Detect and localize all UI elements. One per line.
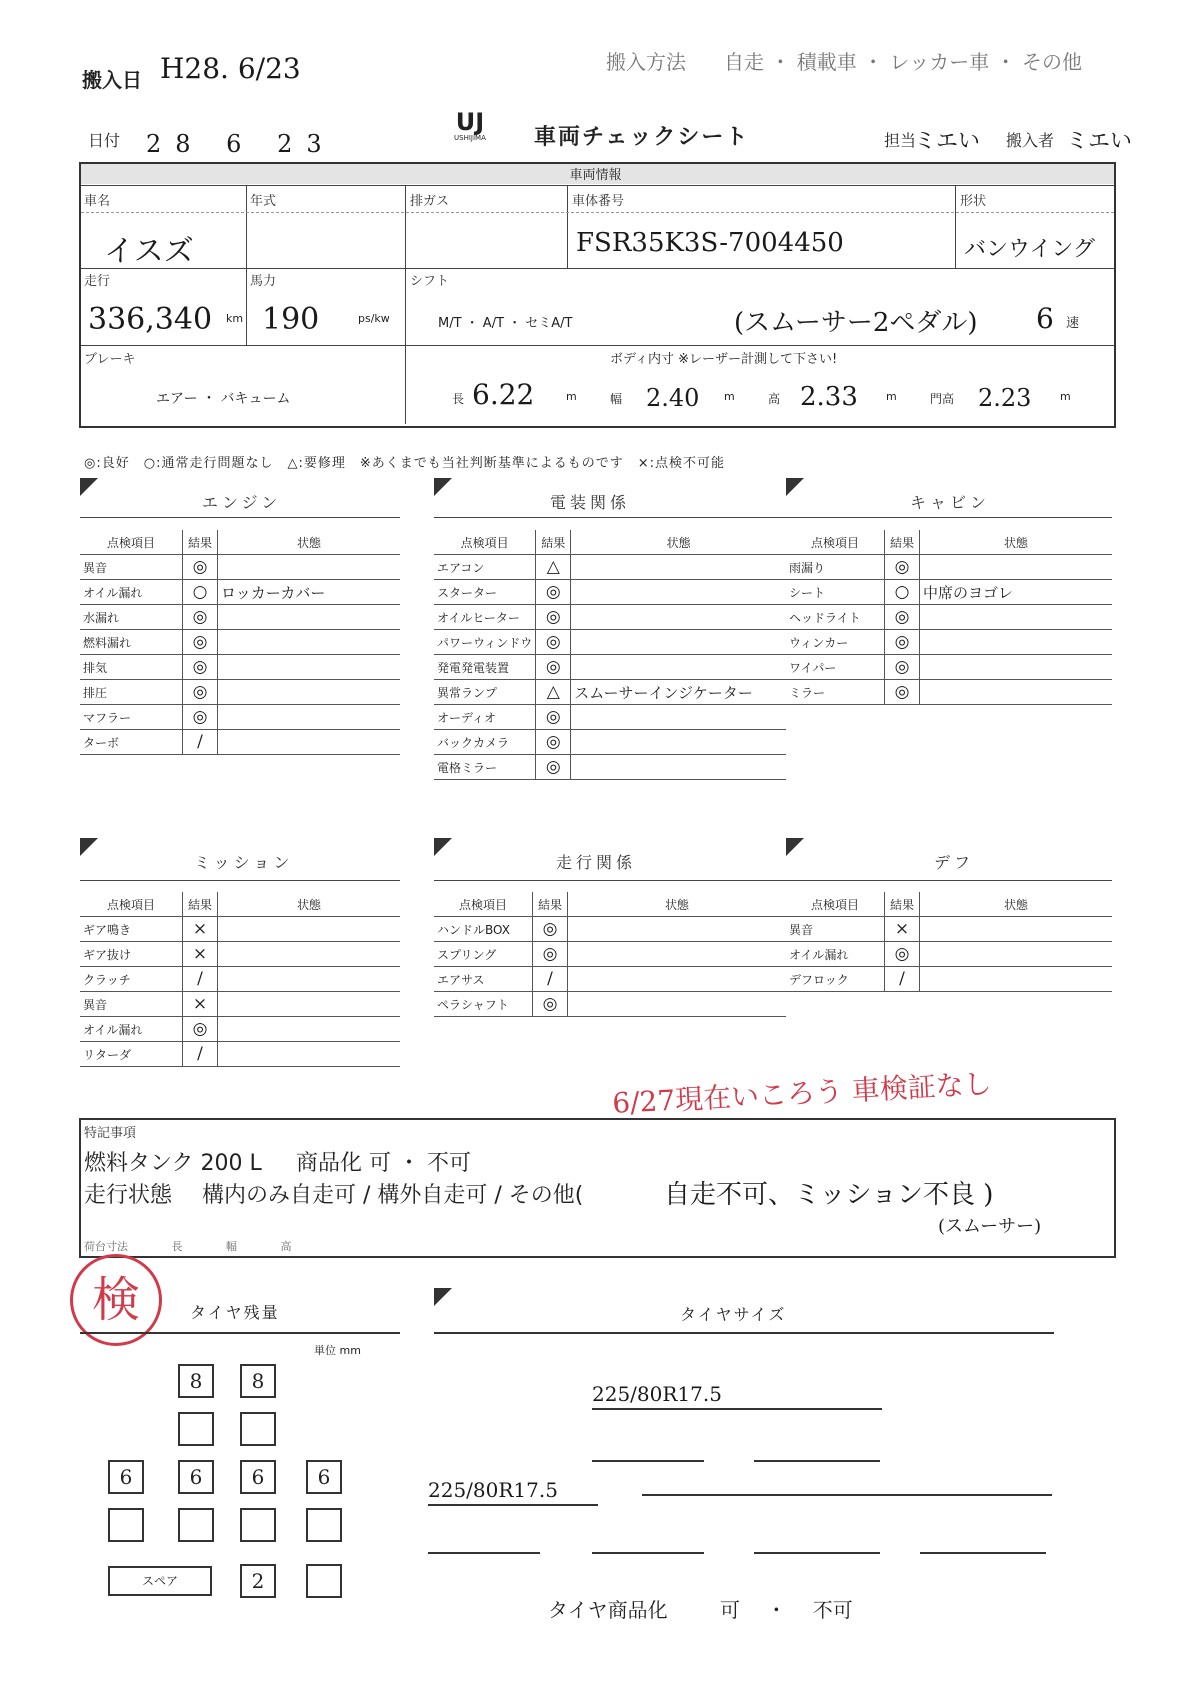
tyre-rear-inner-left: 6 <box>178 1460 214 1494</box>
running-item: エアサス <box>434 967 533 992</box>
height-unit: m <box>886 390 897 403</box>
col-item: 点検項目 <box>786 892 885 917</box>
running-state <box>568 967 787 992</box>
mission-state <box>218 967 401 992</box>
width-value: 2.40 <box>646 384 700 412</box>
engine-item: マフラー <box>80 705 183 730</box>
mission-item: オイル漏れ <box>80 1017 183 1042</box>
electrical-item: パワーウィンドウ <box>434 630 536 655</box>
tyre-remain-title: タイヤ残量 <box>190 1303 280 1322</box>
engine-row <box>80 705 400 730</box>
running-status-options: 構内のみ自走可 / 構外自走可 / その他( <box>202 1183 584 1208</box>
mission-title: ミッション <box>194 853 294 872</box>
engine-state <box>218 630 401 655</box>
length-value: 6.22 <box>472 378 535 411</box>
spare-label-box <box>108 1566 212 1596</box>
date-value: 28 6 23 <box>146 130 336 158</box>
cabin-result: ◎ <box>885 605 920 630</box>
divider <box>955 185 956 268</box>
engine-row <box>80 680 400 705</box>
divider <box>80 880 400 881</box>
mission-item: 異音 <box>80 992 183 1017</box>
running-result: / <box>533 967 568 992</box>
emission-label: 排ガス <box>410 194 450 209</box>
mission-item: リターダ <box>80 1042 183 1067</box>
electrical-state <box>571 730 786 755</box>
power-unit: ps/kw <box>358 312 390 325</box>
engine-result: ◎ <box>183 655 218 680</box>
engine-row <box>80 655 400 680</box>
divider <box>81 268 1114 269</box>
electrical-title: 電装関係 <box>550 493 631 512</box>
engine-result: / <box>183 730 218 755</box>
col-item: 点検項目 <box>80 530 183 555</box>
engine-row <box>80 580 400 605</box>
cabin-item: ワイパー <box>786 655 885 680</box>
mission-result: / <box>183 1042 218 1067</box>
running-item: ハンドルBOX <box>434 917 533 942</box>
cabin-row <box>786 555 1112 580</box>
electrical-result: ◎ <box>536 630 571 655</box>
commercial-options: 商品化 可 ・ 不可 <box>296 1151 471 1176</box>
electrical-result: △ <box>536 680 571 705</box>
diff-state <box>920 967 1113 992</box>
power-value: 190 <box>262 302 320 337</box>
electrical-item: スターター <box>434 580 536 605</box>
tyre-commercial-options: 可 ・ 不可 <box>720 1598 853 1622</box>
length-unit: m <box>566 390 577 403</box>
tyre-size-front: 225/80R17.5 <box>592 1382 722 1406</box>
section-marker <box>434 838 452 856</box>
cabin-row <box>786 630 1112 655</box>
vehicle-info-title: 車両情報 <box>569 168 622 183</box>
cabin-result: ◎ <box>885 630 920 655</box>
diff-row <box>786 967 1112 992</box>
divider <box>434 880 786 881</box>
staff-label: 担当 <box>884 131 917 150</box>
section-marker <box>434 1288 452 1306</box>
section-marker <box>434 478 452 496</box>
diff-state <box>920 942 1113 967</box>
electrical-item: バックカメラ <box>434 730 536 755</box>
running-state <box>568 992 787 1017</box>
engine-result: ◎ <box>183 605 218 630</box>
cabin-row <box>786 580 1112 605</box>
engine-row <box>80 630 400 655</box>
mission-state <box>218 917 401 942</box>
col-item: 点検項目 <box>434 530 536 555</box>
electrical-item: 発電発電装置 <box>434 655 536 680</box>
mileage-unit: km <box>226 312 244 325</box>
door-height-label: 門高 <box>930 392 955 406</box>
electrical-state <box>571 755 786 780</box>
cabin-state <box>920 605 1113 630</box>
speed-unit: 速 <box>1066 316 1080 331</box>
col-state: 状態 <box>218 892 401 917</box>
cabin-item: シート <box>786 580 885 605</box>
diff-item: 異音 <box>786 917 885 942</box>
engine-state <box>218 555 401 580</box>
mission-item: ギア抜け <box>80 942 183 967</box>
cabin-state <box>920 630 1113 655</box>
tyre-front-left: 8 <box>178 1364 214 1398</box>
divider <box>81 185 1114 186</box>
tyre-size-rear: 225/80R17.5 <box>428 1478 558 1502</box>
cabin-item: ヘッドライト <box>786 605 885 630</box>
engine-table <box>80 530 400 755</box>
engine-row <box>80 555 400 580</box>
cabin-state <box>920 555 1113 580</box>
cabin-result: ◎ <box>885 655 920 680</box>
tyre-size-line <box>754 1460 880 1462</box>
electrical-state <box>571 705 786 730</box>
mission-result: ◎ <box>183 1017 218 1042</box>
mission-row <box>80 917 400 942</box>
running-row <box>434 967 786 992</box>
diff-result: × <box>885 917 920 942</box>
height-label: 高 <box>768 392 781 406</box>
shape-label: 形状 <box>960 194 987 209</box>
tyre-front-right: 8 <box>240 1364 276 1398</box>
col-item: 点検項目 <box>786 530 885 555</box>
divider <box>81 345 1114 346</box>
engine-item: 燃料漏れ <box>80 630 183 655</box>
col-result: 結果 <box>183 530 218 555</box>
electrical-result: ◎ <box>536 655 571 680</box>
engine-item: ターボ <box>80 730 183 755</box>
document-title: 車両チェックシート <box>534 125 750 150</box>
shape-value: バンウイング <box>964 237 1095 262</box>
door-height-unit: m <box>1060 390 1071 403</box>
shift-options: M/T ・ A/T ・ セミA/T <box>438 316 573 331</box>
mission-result: × <box>183 917 218 942</box>
grade-legend: ◎:良好 ○:通常走行問題なし △:要修理 ※あくまでも当社判断基準によるものです ×:点検不可能 <box>84 456 725 471</box>
col-state: 状態 <box>920 892 1113 917</box>
engine-result: ◎ <box>183 555 218 580</box>
electrical-row <box>434 680 786 705</box>
cargo-dimensions-row: 荷台寸法 長 幅 高 <box>84 1240 292 1253</box>
mission-item: ギア鳴き <box>80 917 183 942</box>
tyre-row2-right <box>240 1412 276 1446</box>
mission-result: × <box>183 942 218 967</box>
section-marker <box>786 478 804 496</box>
tyre-size-line <box>920 1552 1046 1554</box>
section-marker <box>80 838 98 856</box>
body-inner-label: ボディ内寸 ※レーザー計測して下さい! <box>610 352 838 367</box>
shift-label: シフト <box>410 274 450 289</box>
diff-row <box>786 942 1112 967</box>
running-result: ◎ <box>533 942 568 967</box>
mission-result: × <box>183 992 218 1017</box>
running-state <box>568 942 787 967</box>
col-result: 結果 <box>536 530 571 555</box>
running-status-label: 走行状態 <box>84 1183 173 1208</box>
diff-item: オイル漏れ <box>786 942 885 967</box>
width-unit: m <box>724 390 735 403</box>
length-label: 長 <box>452 392 465 406</box>
tyre-size-line <box>428 1552 540 1554</box>
cabin-state <box>920 655 1113 680</box>
col-result: 結果 <box>183 892 218 917</box>
cabin-table <box>786 530 1112 705</box>
divider <box>567 185 568 268</box>
engine-row <box>80 605 400 630</box>
power-label: 馬力 <box>250 274 277 289</box>
diff-result: ◎ <box>885 942 920 967</box>
electrical-item: オイルヒーター <box>434 605 536 630</box>
running-table <box>434 892 786 1017</box>
running-result: ◎ <box>533 992 568 1017</box>
engine-state <box>218 730 401 755</box>
tyre-unit: 単位 mm <box>314 1344 361 1357</box>
mission-row <box>80 967 400 992</box>
electrical-row <box>434 705 786 730</box>
electrical-table <box>434 530 786 780</box>
cabin-state <box>920 680 1113 705</box>
shift-note: (スムーサー2ペダル) <box>734 308 978 338</box>
divider <box>405 185 406 424</box>
mileage-label: 走行 <box>84 274 111 289</box>
mileage-value: 336,340 <box>88 302 213 337</box>
electrical-item: 電格ミラー <box>434 755 536 780</box>
engine-result: ◎ <box>183 630 218 655</box>
electrical-row <box>434 555 786 580</box>
mission-row <box>80 942 400 967</box>
arrival-method-label: 搬入方法 <box>606 50 686 74</box>
tyre-row4-4 <box>306 1508 342 1542</box>
electrical-row <box>434 630 786 655</box>
tyre-size-line <box>592 1460 704 1462</box>
divider <box>786 517 1112 518</box>
tyre-row4-1 <box>108 1508 144 1542</box>
running-title: 走行関係 <box>556 853 637 872</box>
col-result: 結果 <box>885 530 920 555</box>
engine-state: ロッカーカバー <box>218 580 401 605</box>
col-state: 状態 <box>218 530 401 555</box>
col-result: 結果 <box>533 892 568 917</box>
col-item: 点検項目 <box>80 892 183 917</box>
engine-item: 水漏れ <box>80 605 183 630</box>
running-row <box>434 917 786 942</box>
electrical-row <box>434 605 786 630</box>
tyre-size-line <box>592 1552 704 1554</box>
tyre-rear-outer-right: 6 <box>306 1460 342 1494</box>
electrical-state: スムーサーインジケーター <box>571 680 786 705</box>
handwritten-red-note: 6/27現在いころう 車検証なし <box>611 1067 993 1120</box>
electrical-item: 異常ランプ <box>434 680 536 705</box>
height-value: 2.33 <box>800 382 858 412</box>
col-state: 状態 <box>920 530 1113 555</box>
mission-row <box>80 992 400 1017</box>
engine-item: 排気 <box>80 655 183 680</box>
arrival-method-options: 自走 ・ 積載車 ・ レッカー車 ・ その他 <box>724 50 1082 74</box>
speed-count: 6 <box>1036 302 1054 335</box>
running-status-sub: (スムーサー) <box>938 1216 1042 1237</box>
tyre-size-line <box>592 1408 882 1410</box>
electrical-row <box>434 655 786 680</box>
spare-label: スペア <box>141 1574 178 1588</box>
col-result: 結果 <box>885 892 920 917</box>
mission-state <box>218 992 401 1017</box>
cabin-result: ○ <box>885 580 920 605</box>
chassis-value: FSR35K3S-7004450 <box>576 228 844 258</box>
diff-table <box>786 892 1112 992</box>
divider <box>80 1332 400 1334</box>
mission-result: / <box>183 967 218 992</box>
mission-row <box>80 1042 400 1067</box>
tyre-size-line <box>642 1494 1052 1496</box>
divider <box>434 1332 1054 1334</box>
logo-mark: UJ <box>455 108 485 136</box>
cabin-row <box>786 655 1112 680</box>
running-row <box>434 992 786 1017</box>
stamp-text: 検 <box>91 1272 140 1328</box>
chassis-label: 車体番号 <box>572 194 625 209</box>
engine-state <box>218 705 401 730</box>
cabin-title: キャビン <box>910 493 991 512</box>
tyre-row4-3 <box>240 1508 276 1542</box>
engine-state <box>218 655 401 680</box>
electrical-row <box>434 730 786 755</box>
electrical-result: ◎ <box>536 605 571 630</box>
brake-label: ブレーキ <box>84 352 136 367</box>
running-status-other: 自走不可、ミッション不良 ) <box>664 1180 994 1210</box>
electrical-result: ◎ <box>536 705 571 730</box>
maker-value: イスズ <box>104 234 194 269</box>
col-state: 状態 <box>568 892 787 917</box>
tyre-spare-2 <box>306 1564 342 1598</box>
section-marker <box>80 478 98 496</box>
engine-item: 異音 <box>80 555 183 580</box>
electrical-item: エアコン <box>434 555 536 580</box>
engine-result: ○ <box>183 580 218 605</box>
tyre-rear-outer-left: 6 <box>108 1460 144 1494</box>
company-logo <box>454 110 486 142</box>
brake-options: エアー ・ バキューム <box>156 391 291 407</box>
mission-state <box>218 1042 401 1067</box>
staff-value: ミエい <box>914 129 981 154</box>
electrical-row <box>434 755 786 780</box>
divider <box>80 517 400 518</box>
tyre-size-title: タイヤサイズ <box>680 1305 787 1324</box>
door-height-value: 2.23 <box>978 384 1032 412</box>
mission-state <box>218 1017 401 1042</box>
tyre-spare-1: 2 <box>240 1564 276 1598</box>
tyre-size-line <box>754 1552 880 1554</box>
cabin-row <box>786 680 1112 705</box>
col-state: 状態 <box>571 530 786 555</box>
divider <box>246 185 247 345</box>
cabin-result: ◎ <box>885 680 920 705</box>
mission-item: クラッチ <box>80 967 183 992</box>
electrical-result: ◎ <box>536 580 571 605</box>
running-item: ペラシャフト <box>434 992 533 1017</box>
year-label: 年式 <box>250 194 277 209</box>
electrical-result: △ <box>536 555 571 580</box>
mission-table <box>80 892 400 1067</box>
electrical-state <box>571 605 786 630</box>
engine-state <box>218 605 401 630</box>
arrival-date-value: H28. 6/23 <box>160 52 301 85</box>
cabin-item: ウィンカー <box>786 630 885 655</box>
electrical-item: オーディオ <box>434 705 536 730</box>
arrival-date-label: 搬入日 <box>82 68 142 92</box>
fuel-tank: 燃料タンク 200 L <box>84 1151 262 1176</box>
remarks-label: 特記事項 <box>84 1126 137 1141</box>
diff-result: / <box>885 967 920 992</box>
tyre-row2-left <box>178 1412 214 1446</box>
engine-row <box>80 730 400 755</box>
logo-text: USHIJIMA <box>454 134 486 142</box>
divider <box>434 517 786 518</box>
electrical-state <box>571 580 786 605</box>
divider <box>786 880 1112 881</box>
divider <box>81 212 1114 213</box>
electrical-row <box>434 580 786 605</box>
engine-title: エンジン <box>202 493 282 512</box>
cabin-item: 雨漏り <box>786 555 885 580</box>
engine-result: ◎ <box>183 680 218 705</box>
mission-state <box>218 942 401 967</box>
date-label: 日付 <box>88 131 121 150</box>
running-row <box>434 942 786 967</box>
mission-row <box>80 1017 400 1042</box>
electrical-state <box>571 630 786 655</box>
diff-row <box>786 917 1112 942</box>
tyre-commercial-label: タイヤ商品化 <box>548 1598 668 1622</box>
diff-title: デフ <box>934 853 975 872</box>
electrical-result: ◎ <box>536 755 571 780</box>
running-state <box>568 917 787 942</box>
diff-state <box>920 917 1113 942</box>
engine-item: オイル漏れ <box>80 580 183 605</box>
col-item: 点検項目 <box>434 892 533 917</box>
tyre-size-line <box>428 1504 598 1506</box>
electrical-result: ◎ <box>536 730 571 755</box>
electrical-state <box>571 655 786 680</box>
cabin-result: ◎ <box>885 555 920 580</box>
carrier-label: 搬入者 <box>1006 131 1055 150</box>
section-marker <box>786 838 804 856</box>
engine-state <box>218 680 401 705</box>
running-item: スプリング <box>434 942 533 967</box>
width-label: 幅 <box>610 392 623 406</box>
cabin-state: 中席のヨゴレ <box>920 580 1113 605</box>
electrical-state <box>571 555 786 580</box>
tyre-row4-2 <box>178 1508 214 1542</box>
maker-label: 車名 <box>84 194 111 209</box>
diff-item: デフロック <box>786 967 885 992</box>
tyre-rear-inner-right: 6 <box>240 1460 276 1494</box>
carrier-value: ミエい <box>1066 129 1133 154</box>
running-result: ◎ <box>533 917 568 942</box>
engine-result: ◎ <box>183 705 218 730</box>
cabin-row <box>786 605 1112 630</box>
engine-item: 排圧 <box>80 680 183 705</box>
cabin-item: ミラー <box>786 680 885 705</box>
